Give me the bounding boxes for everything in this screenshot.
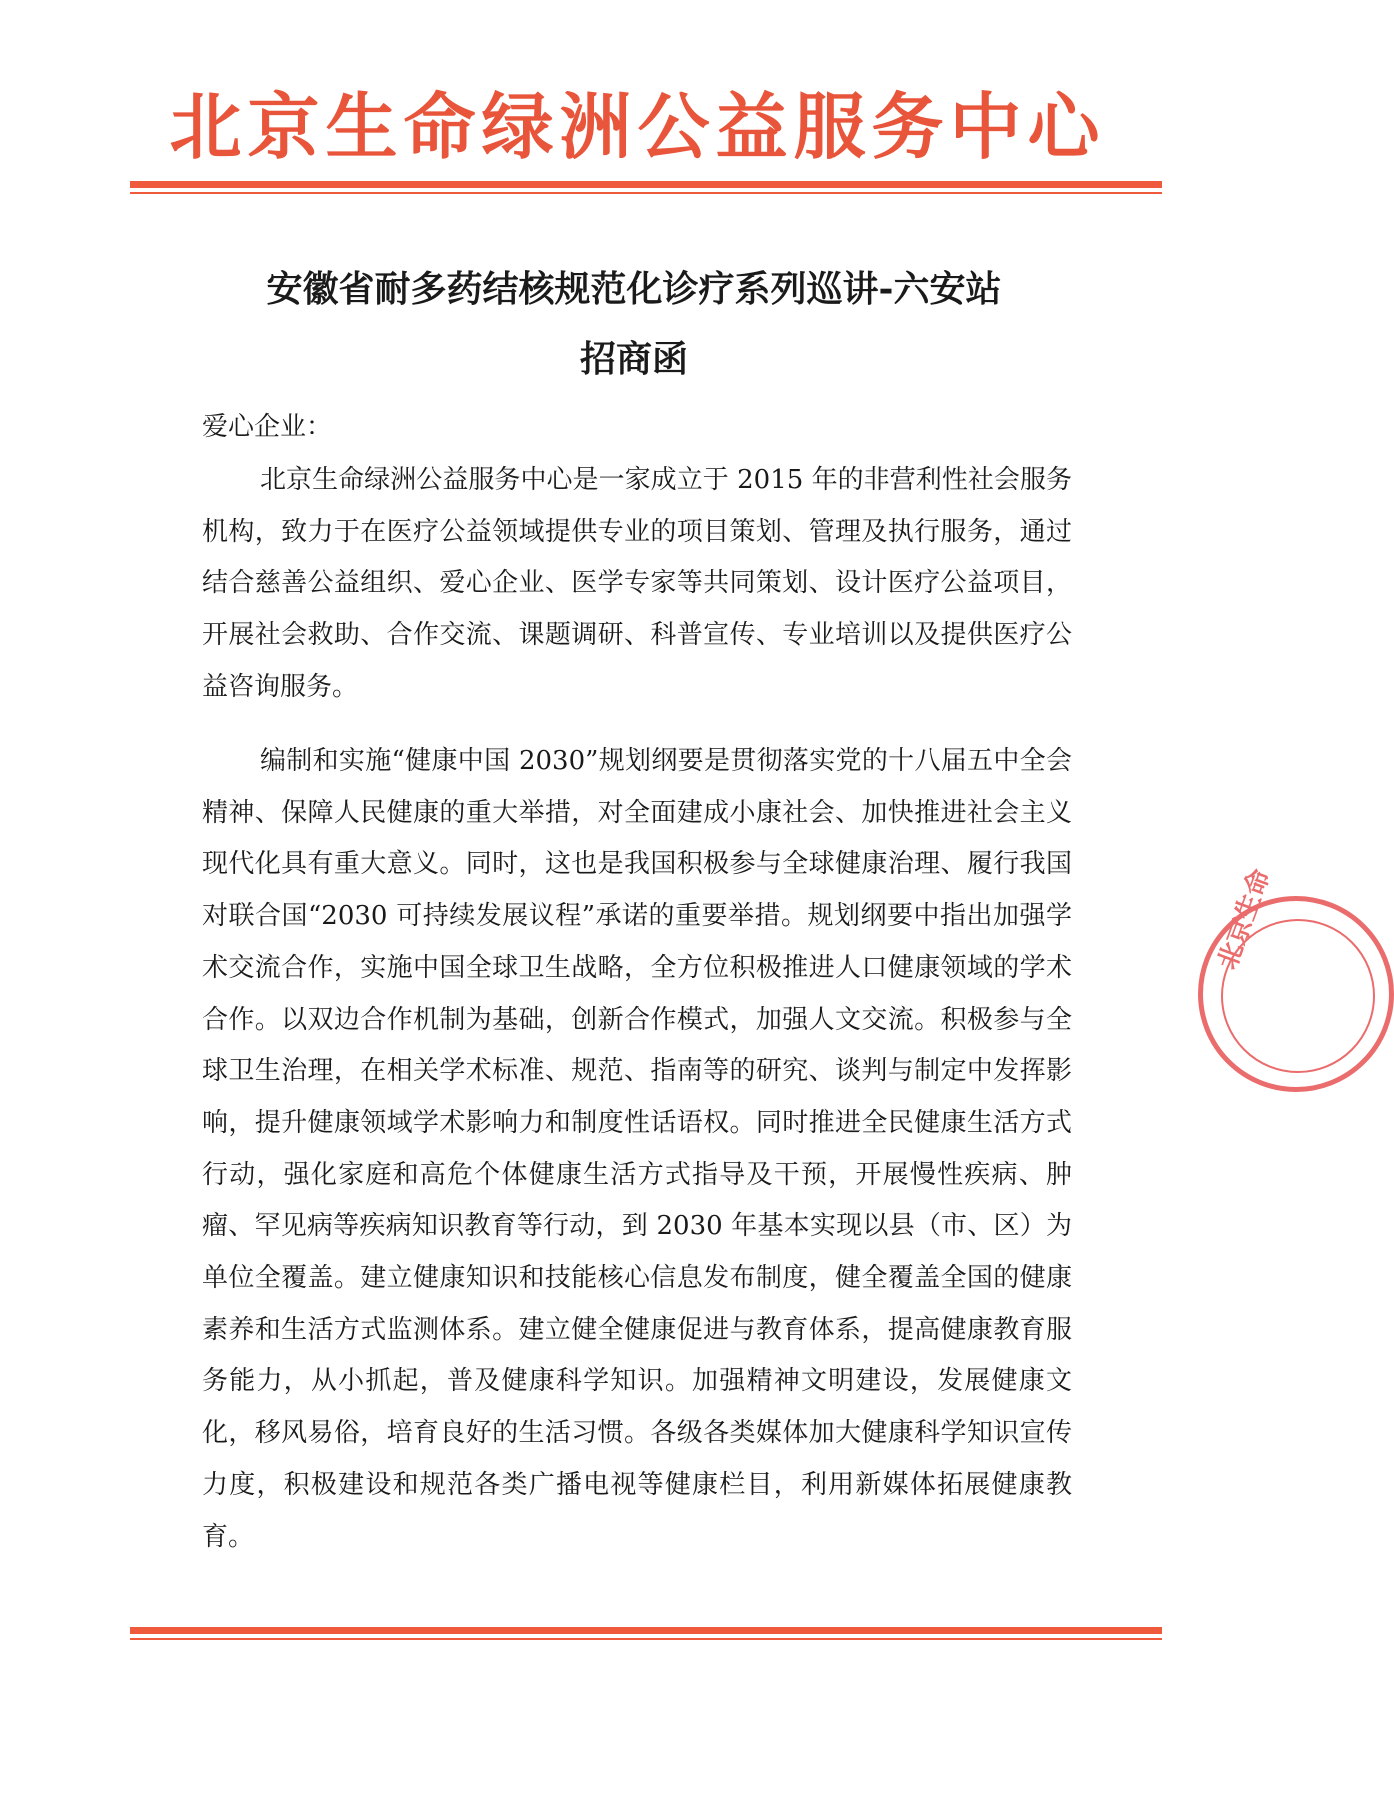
letterhead-rule-bottom	[130, 1627, 1162, 1640]
letterhead-rule-top	[130, 181, 1162, 194]
document-title-line-2: 招商函	[579, 338, 688, 380]
official-seal-stamp	[1198, 865, 1394, 1092]
letterhead	[130, 72, 1145, 182]
body-paragraph-1: 北京生命绿洲公益服务中心是一家成立于 2015 年的非营利性社会服务机构，致力于在医疗公益领域提供专业的项目策划、管理及执行服务，通过结合慈善公益组织、爱心企业、医学专家等共同策划、设计医疗公益项目，开展社会救助、合作交流、课题调研、科普宣传、专业培训以及提供医疗公益咨询服务。	[202, 465, 1072, 702]
body-paragraph-2: 编制和实施“健康中国 2030”规划纲要是贯彻落实党的十八届五中全会精神、保障人民健康的重大举措，对全面建成小康社会、加快推进社会主义现代化具有重大意义。同时，这也是我国积极参与全球健康治理、履行我国对联合国“2030 可持续发展议程”承诺的重要举措。规划纲要中指出加强学术交流合作，实施中国全球卫生战略，全方位积极推进人口健康领域的学术合作。以双边合作机制为基础，创新合作模式，加强人文交流。积极参与全球卫生治理，在相关学术标准、规范、指南等的研究、谈判与制定中发挥影响，提升健康领域学术影响力和制度性话语权。同时推进全民健康生活方式行动，强化家庭和高危个体健康生活方式指导及干预，开展慢性疾病、肿瘤、罕见病等疾病知识教育等行动，到 2030 年基本实现以县（市、区）为单位全覆盖。建立健康知识和技能核心信息发布制度，健全覆盖全国的健康素养和生活方式监测体系。建立健全健康促进与教育体系，提高健康教育服务能力，从小抓起，普及健康科学知识。加强精神文明建设，发展健康文化，移风易俗，培育良好的生活习惯。各级各类媒体加大健康科学知识宣传力度，积极建设和规范各类广播电视等健康栏目，利用新媒体拓展健康教育。	[202, 746, 1072, 1552]
rule-thin-line	[130, 1638, 1162, 1640]
letterhead-org-name: 北京生命绿洲公益服务中心	[169, 85, 1106, 169]
seal-text: 北京生命	[1212, 865, 1277, 974]
document-title-line-1: 安徽省耐多药结核规范化诊疗系列巡讲-六安站	[266, 268, 1002, 310]
rule-thick-line	[130, 1627, 1162, 1634]
rule-thin-line	[130, 192, 1162, 194]
salutation: 爱心企业：	[202, 412, 333, 442]
rule-thick-line	[130, 181, 1162, 188]
